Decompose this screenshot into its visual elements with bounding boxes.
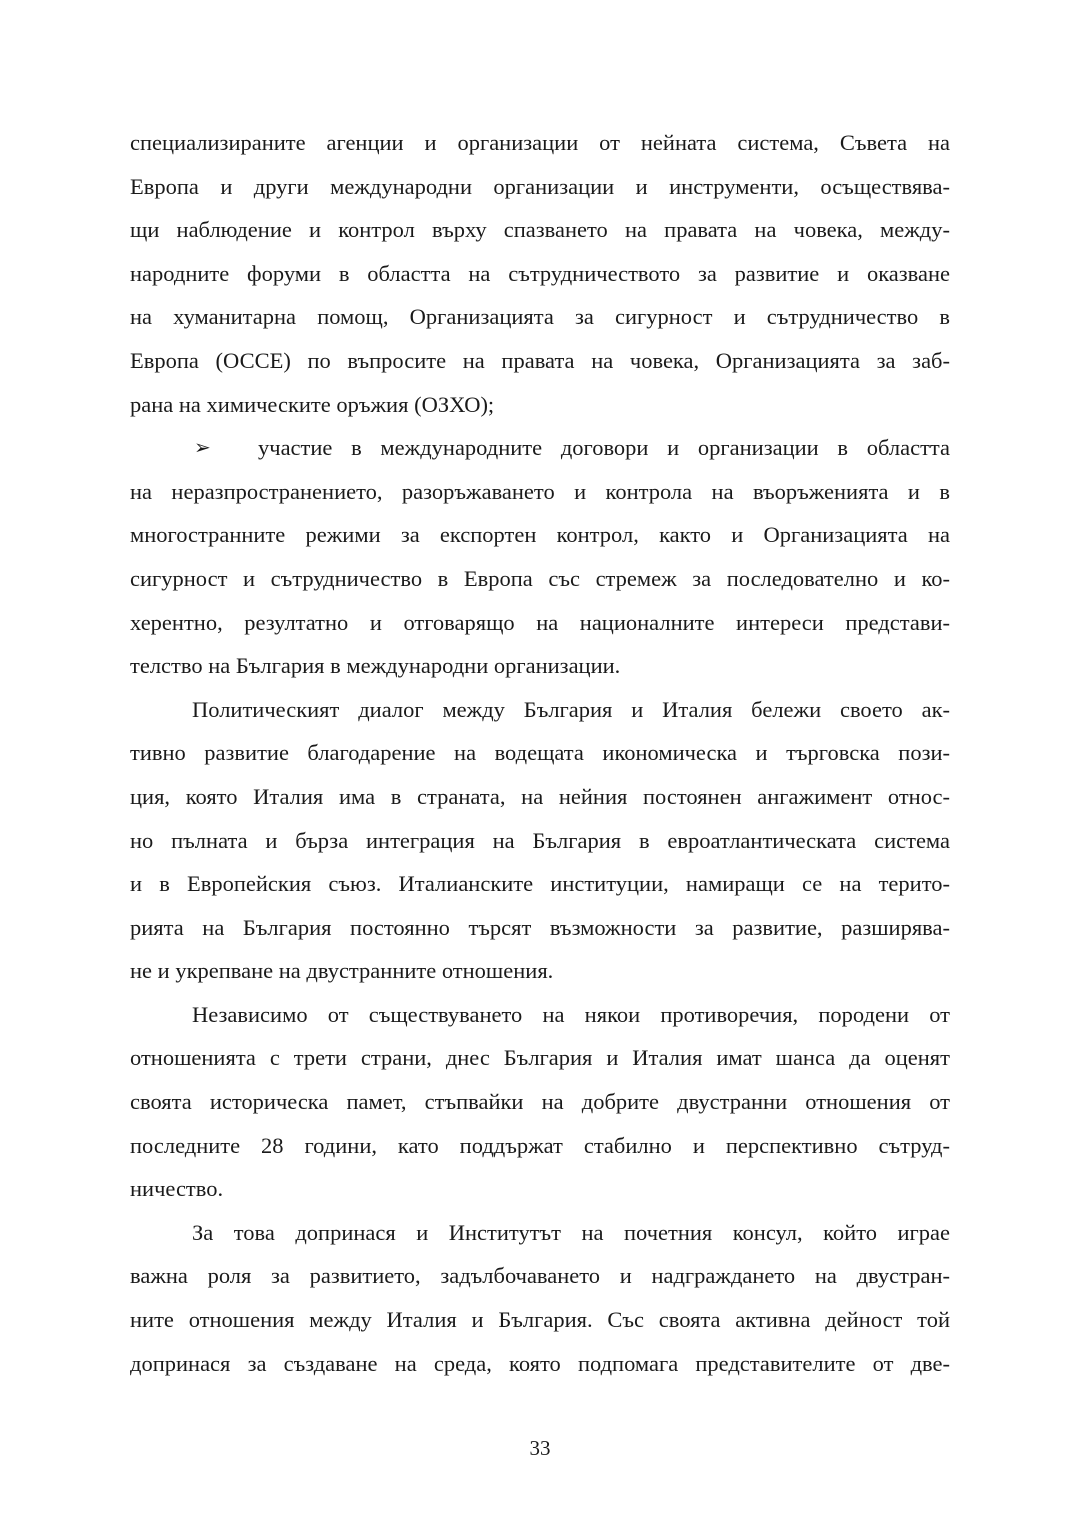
text-line: ничество. [130, 1176, 224, 1202]
text-line: рията на България постоянно търсят възможности за развитие, разширява- [130, 914, 950, 940]
text-line: телство на България в международни организации. [130, 653, 621, 679]
text-line: важна роля за развитието, задълбочаването и надграждането на двустран- [130, 1263, 950, 1289]
text-line: участие в международните договори и организации в областта [258, 435, 950, 461]
text-line: Европа и други международни организации и инструменти, осъществява- [130, 173, 950, 199]
text-line: Политическият диалог между България и Италия бележи своето ак- [192, 696, 950, 722]
text-line: ция, която Италия има в страната, на нейния постоянен ангажимент относ- [130, 783, 950, 809]
bullet-first-line [130, 426, 950, 470]
text-line: на неразпространението, разоръжаването и контрола на въоръженията и в [130, 478, 950, 504]
body-text [130, 121, 950, 1385]
paragraph-continuation [130, 121, 950, 426]
text-line: допринася за създаване на среда, която подпомага представителите от две- [130, 1350, 950, 1376]
text-line: народните форуми в областта на сътрудничеството за развитие и оказване [130, 260, 950, 286]
paragraph [130, 993, 950, 1211]
text-line: За това допринася и Институтът на почетния консул, който играе [192, 1219, 950, 1245]
text-line: отношенията с трети страни, днес България и Италия имат шанса да оценят [130, 1045, 950, 1071]
text-line: ните отношения между Италия и България. Със своята активна дейност той [130, 1307, 950, 1333]
arrow-bullet-icon: ➢ [194, 435, 211, 460]
text-line: многостранните режими за експортен контрол, както и Организацията на [130, 522, 950, 548]
bullet-item [130, 426, 950, 688]
paragraph [130, 688, 950, 993]
text-line: и в Европейския съюз. Италианските институции, намиращи се на терито- [130, 871, 950, 897]
page-number: 33 [529, 1436, 551, 1460]
text-line: херентно, резултатно и отговарящо на националните интереси представи- [130, 609, 950, 635]
text-line: щи наблюдение и контрол върху спазването на правата на човека, между- [130, 217, 950, 243]
text-line: своята историческа памет, стъпвайки на добрите двустранни отношения от [130, 1089, 950, 1115]
text-line: Независимо от съществуването на някои противоречия, породени от [192, 1001, 950, 1027]
text-line: тивно развитие благодарение на водещата икономическа и търговска пози- [130, 740, 950, 766]
text-line: специализираните агенции и организации от нейната система, Съвета на [130, 130, 950, 155]
text-line: но пълната и бърза интеграция на България в евроатлантическата система [130, 827, 950, 853]
text-line: последните 28 години, като поддържат стабилно и перспективно сътруд- [130, 1132, 950, 1158]
text-line: рана на химическите оръжия (ОЗХО); [130, 391, 495, 417]
text-line: на хуманитарна помощ, Организацията за сигурност и сътрудничество в [130, 304, 950, 330]
paragraph [130, 1211, 950, 1385]
text-line: не и укрепване на двустранните отношения. [130, 958, 554, 984]
text-line: Европа (ОССЕ) по въпросите на правата на човека, Организацията за заб- [130, 347, 950, 373]
text-line: сигурност и сътрудничество в Европа със стремеж за последователно и ко- [130, 565, 950, 591]
